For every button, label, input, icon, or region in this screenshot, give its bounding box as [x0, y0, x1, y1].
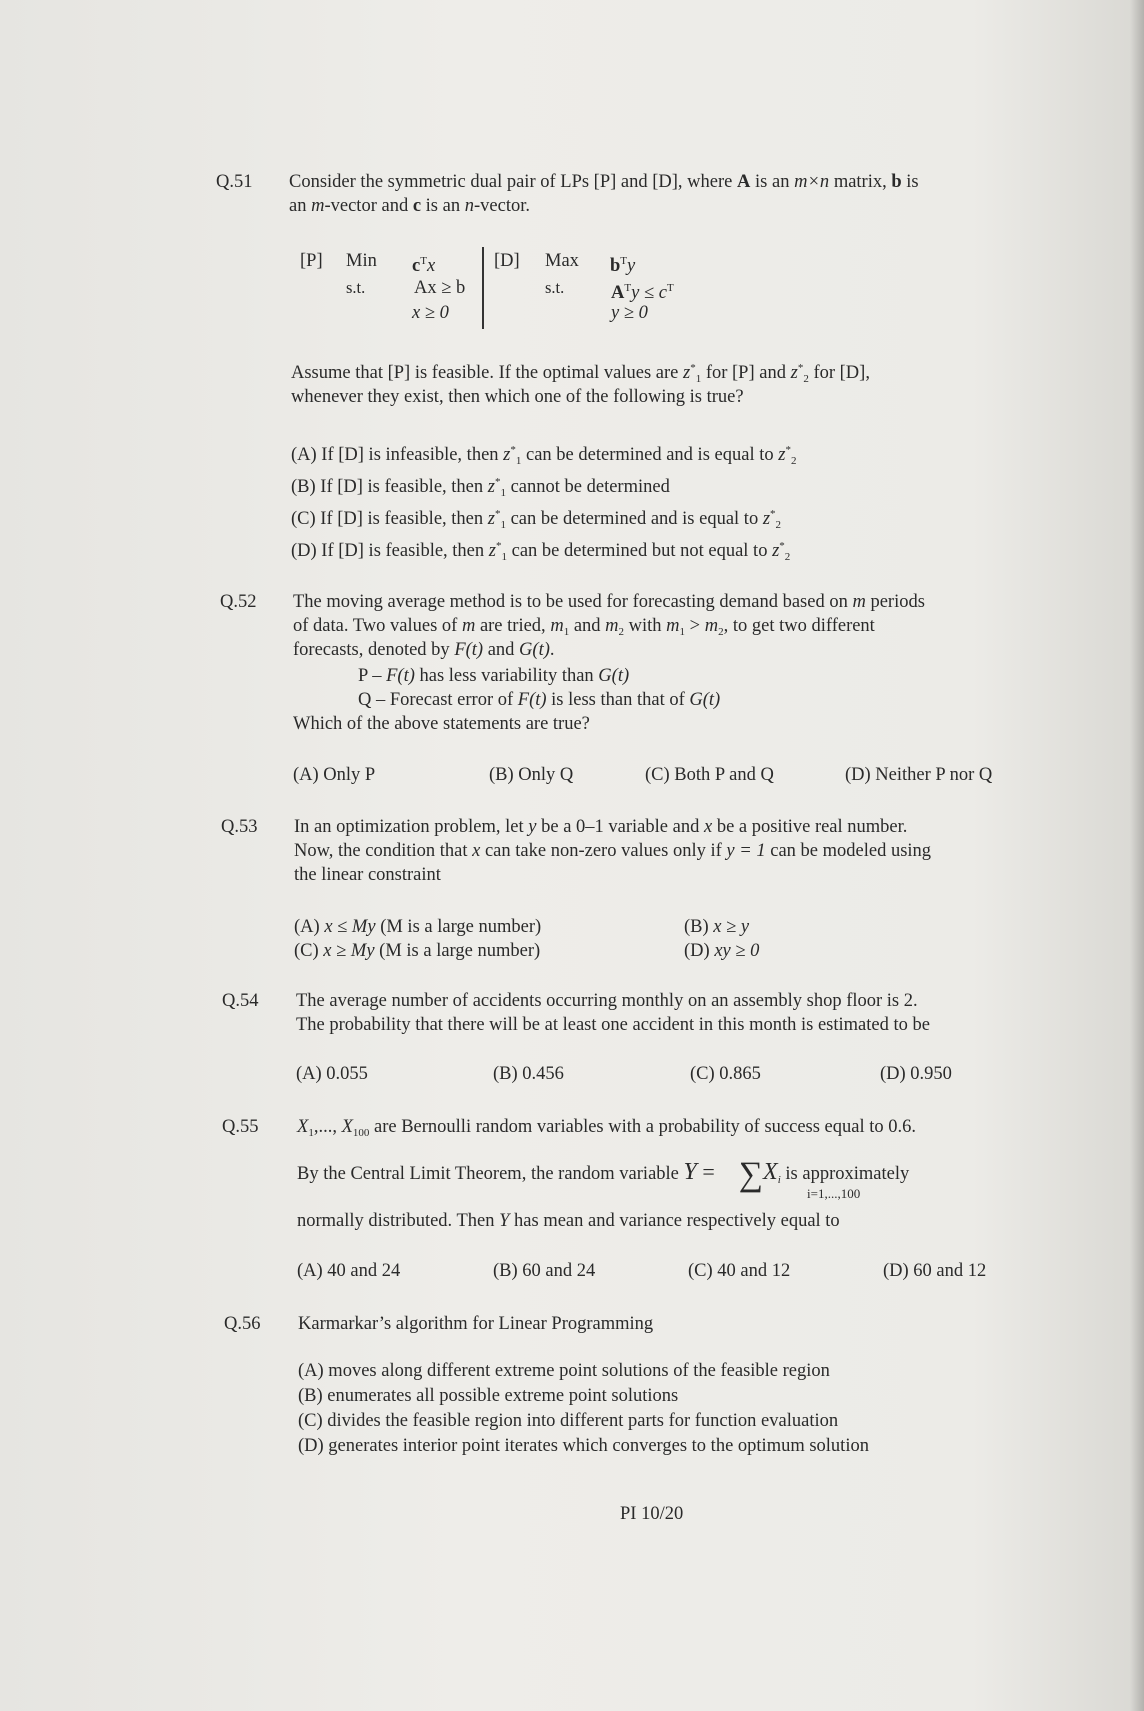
sum-limits: i=1,...,100	[807, 1186, 861, 1201]
q52-line-1: The moving average method is to be used for forecasting demand based on m periods	[293, 592, 925, 612]
q52-statement-p: P – F(t) has less variability than G(t)	[358, 666, 630, 686]
dual-constraint-2: y ≥ 0	[611, 303, 648, 323]
q54-line-2: The probability that there will be at least one accident in this month is estimated to be	[296, 1015, 930, 1035]
q55-option-b[interactable]: (B) 60 and 24	[493, 1261, 596, 1281]
q55-option-c[interactable]: (C) 40 and 12	[688, 1261, 791, 1281]
q51-option-a[interactable]: (A) If [D] is infeasible, then $z^*_1$ can be determined and is equal to $z^*_2$	[291, 444, 797, 467]
question-number-53: Q.53	[221, 817, 258, 837]
q53-option-d[interactable]: (D) xy ≥ 0	[684, 941, 760, 961]
q51-option-c[interactable]: (C) If [D] is feasible, then $z^*_1$ can be determined and is equal to $z^*_2$	[291, 508, 782, 531]
q55-line-1: $X_1$,..., $X_{100}$ are Bernoulli random variables with a probability of success equal to 0.6.	[297, 1117, 917, 1139]
q52-option-a[interactable]: (A) Only P	[293, 765, 376, 785]
q55-line-2: By the Central Limit Theorem, the random variable Y = $\sum X_i$ is approximately	[297, 1156, 910, 1193]
q54-line-1: The average number of accidents occurring monthly on an assembly shop floor is 2.	[296, 991, 918, 1011]
q52-question: Which of the above statements are true?	[293, 714, 590, 734]
q53-option-b[interactable]: (B) x ≥ y	[684, 917, 750, 937]
q55-option-a[interactable]: (A) 40 and 24	[297, 1261, 401, 1281]
lp-divider	[482, 247, 484, 329]
q52-statement-q: Q – Forecast error of F(t) is less than that of G(t)	[358, 690, 721, 710]
primal-st: s.t.	[346, 278, 366, 297]
q51-line-1: Consider the symmetric dual pair of LPs [P] and [D], where A is an m×n matrix, b is	[289, 172, 919, 192]
q51-option-d[interactable]: (D) If [D] is feasible, then $z^*_1$ can be determined but not equal to $z^*_2$	[291, 540, 791, 563]
q52-line-2: of data. Two values of m are tried, $m_1$ and $m_2$ with $m_1 > m_2$, to get two different	[293, 616, 875, 638]
q53-line-1: In an optimization problem, let y be a 0–1 variable and x be a positive real number.	[294, 817, 908, 837]
primal-constraint-1: Ax ≥ b	[414, 278, 466, 298]
q56-option-d[interactable]: (D) generates interior point iterates which converges to the optimum solution	[298, 1436, 869, 1456]
q56-option-a[interactable]: (A) moves along different extreme point solutions of the feasible region	[298, 1361, 830, 1381]
primal-label: [P]	[300, 251, 323, 271]
question-number-52: Q.52	[220, 592, 257, 612]
q51-option-b[interactable]: (B) If [D] is feasible, then $z^*_1$ cannot be determined	[291, 476, 670, 499]
dual-objective: $b^Ty$	[610, 255, 636, 276]
q54-option-c[interactable]: (C) 0.865	[690, 1064, 761, 1084]
question-number-56: Q.56	[224, 1314, 261, 1334]
q52-option-b[interactable]: (B) Only Q	[489, 765, 574, 785]
dual-max: Max	[545, 251, 579, 271]
dual-st: s.t.	[545, 278, 565, 297]
q55-option-d[interactable]: (D) 60 and 12	[883, 1261, 987, 1281]
q56-option-c[interactable]: (C) divides the feasible region into different parts for function evaluation	[298, 1411, 839, 1431]
primal-min: Min	[346, 251, 377, 271]
q53-option-a[interactable]: (A) x ≤ My (M is a large number)	[294, 917, 542, 937]
q56-line-1: Karmarkar’s algorithm for Linear Programming	[298, 1314, 654, 1334]
sigma-symbol: ∑	[738, 1156, 764, 1193]
q53-option-c[interactable]: (C) x ≥ My (M is a large number)	[294, 941, 541, 961]
q52-line-3: forecasts, denoted by F(t) and G(t).	[293, 640, 555, 660]
primal-constraint-2: x ≥ 0	[412, 303, 449, 323]
q53-line-3: the linear constraint	[294, 865, 441, 885]
question-number-55: Q.55	[222, 1117, 259, 1137]
q51-assume-line-1: Assume that [P] is feasible. If the optimal values are $z^*_1$ for [P] and $z^*_2$ for [D],	[291, 362, 870, 385]
page-footer: PI 10/20	[620, 1504, 684, 1524]
q53-line-2: Now, the condition that x can take non-zero values only if y = 1 can be modeled using	[294, 841, 932, 861]
dual-label: [D]	[494, 251, 520, 271]
q52-option-c[interactable]: (C) Both P and Q	[645, 765, 774, 785]
q52-option-d[interactable]: (D) Neither P nor Q	[845, 765, 993, 785]
dual-constraint-1: $A^Ty \le c^T$	[611, 282, 674, 303]
q54-option-a[interactable]: (A) 0.055	[296, 1064, 368, 1084]
q51-assume-line-2: whenever they exist, then which one of the following is true?	[291, 387, 744, 407]
q54-option-b[interactable]: (B) 0.456	[493, 1064, 564, 1084]
q54-option-d[interactable]: (D) 0.950	[880, 1064, 952, 1084]
page-edge-shadow	[1130, 0, 1144, 1711]
question-number-54: Q.54	[222, 991, 259, 1011]
q55-line-3: normally distributed. Then Y has mean and variance respectively equal to	[297, 1211, 840, 1231]
q56-option-b[interactable]: (B) enumerates all possible extreme point solutions	[298, 1386, 679, 1406]
question-number-51: Q.51	[216, 172, 253, 192]
primal-objective: $c^Tx$	[412, 255, 436, 276]
q51-line-2: an m-vector and c is an n-vector.	[289, 196, 530, 216]
